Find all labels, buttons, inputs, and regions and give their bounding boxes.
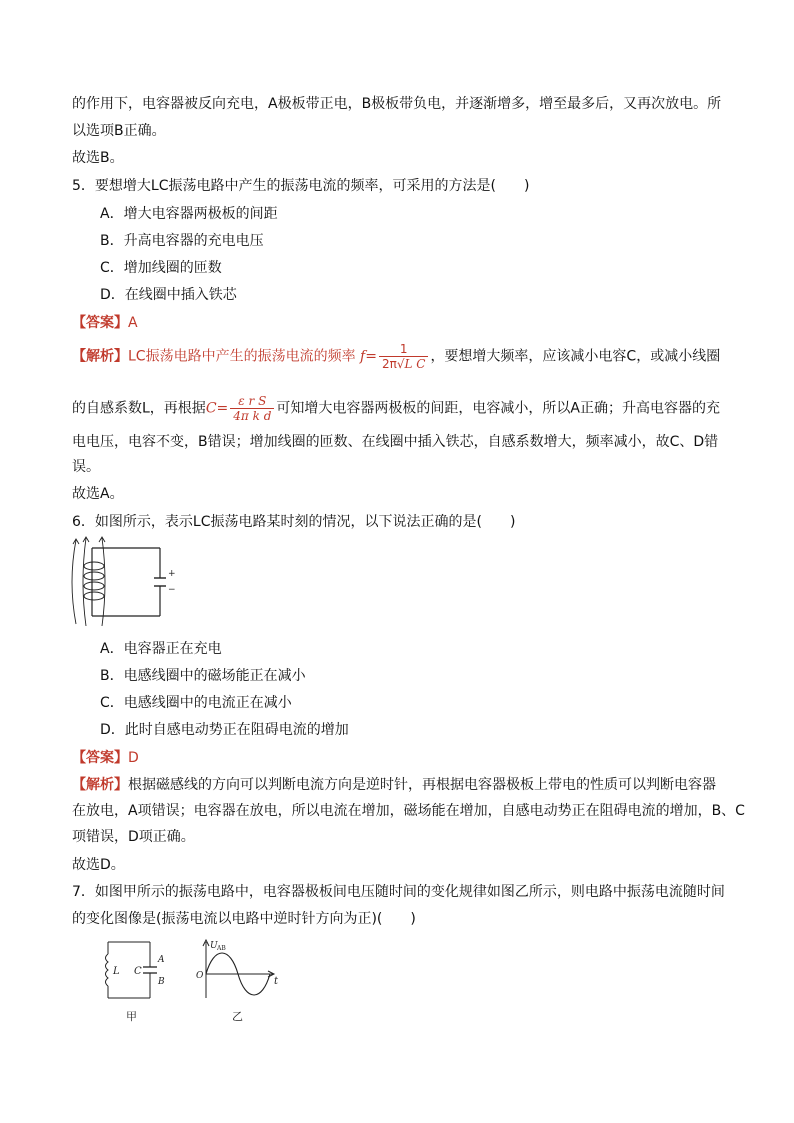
q7-stem-line1: 7．如图甲所示的振荡电路中，电容器极板间电压随时间的变化规律如图乙所示，则电路中振荡电流随时间: [72, 884, 725, 900]
frequency-fraction: $\frac{1}{\text{2π√L C}}$: [379, 342, 428, 371]
coil-turn: [84, 582, 104, 590]
q5-stem: 5．要想增大LC振荡电路中产生的振荡电流的频率，可采用的方法是( ): [72, 178, 530, 194]
q5-option-b: B．升高电容器的充电电压: [100, 233, 264, 249]
q5-option-c: C．增加线圈的匝数: [100, 260, 222, 276]
answer-value: D: [128, 750, 139, 766]
analysis-text: 可知增大电容器两极板的间距，电容减小，所以A正确；升高电容器的充: [276, 400, 720, 417]
analysis-text: ，要想增大频率，应该减小电容C，或减小线圈: [430, 348, 721, 365]
analysis-text: 根据磁感线的方向可以判断电流方向是逆时针，再根据电容器极板上带电的性质可以判断电容器: [128, 777, 716, 793]
q5-analysis-line2: [72, 394, 720, 423]
q6-stem: 6．如图所示，表示LC振荡电路某时刻的情况，以下说法正确的是( ): [72, 514, 516, 530]
figure-a-caption: 甲: [126, 1010, 137, 1023]
q6-option-c: C．电感线圈中的电流正在减小: [100, 695, 292, 711]
plate-a-label: A: [158, 955, 165, 965]
origin-label: O: [196, 971, 204, 981]
q4-analysis-line2: 以选项B正确。: [72, 123, 166, 139]
q6-answer: [72, 748, 139, 768]
plate-b-label: B: [158, 977, 165, 987]
q6-option-d: D．此时自感电动势正在阻碍电流的增加: [100, 722, 349, 738]
q7-stem-line2: 的变化图像是(振荡电流以电路中逆时针方向为正)( ): [72, 911, 416, 927]
fraction-numerator: ε r S: [230, 394, 274, 409]
field-line: [83, 538, 86, 626]
q5-option-a: A．增大电容器两极板的间距: [100, 206, 278, 222]
q5-analysis-line3: 电电压，电容不变，B错误；增加线圈的匝数、在线圈中插入铁芯，自感系数增大，频率减小，故C、D错: [72, 434, 719, 450]
figure-b-graph: [196, 940, 279, 1023]
analysis-text: 的自感系数L，再根据: [72, 400, 206, 417]
answer-tag: 【答案】: [72, 315, 128, 331]
figure-b-caption: 乙: [232, 1010, 243, 1023]
q5-pick: 故选A。: [72, 486, 124, 502]
q6-option-a: A．电容器正在充电: [100, 641, 222, 657]
capacitor-plus-sign: +: [168, 569, 176, 579]
q4-analysis-line1: 的作用下，电容器被反向充电，A极板带正电，B极板带负电，并逐渐增多，增至最多后，又再次放电。所: [72, 96, 722, 112]
coil-turn: [84, 562, 104, 570]
analysis-text: LC振荡电路中产生的振荡电流的频率: [128, 348, 356, 365]
q4-pick: 故选B。: [72, 150, 124, 166]
y-axis-label: U: [210, 941, 218, 951]
coil-turn: [84, 572, 104, 580]
frequency-formula-lhs: f=: [360, 348, 377, 365]
q5-analysis-line4: 误。: [72, 459, 100, 475]
q7-figures: [96, 936, 296, 1024]
analysis-tag: 【解析】: [72, 777, 128, 793]
figure-a-circuit: [106, 942, 166, 1023]
analysis-tag: 【解析】: [72, 348, 128, 365]
coil-turn: [84, 592, 104, 600]
q6-analysis-line2: 在放电，A项错误；电容器在放电，所以电流在增加，磁场能在增加，自感电动势正在阻碍电流的增加，B、C: [72, 803, 745, 819]
fraction-numerator: 1: [379, 342, 428, 357]
fraction-denominator-a: 2π: [381, 357, 397, 371]
q6-pick: 故选D。: [72, 857, 125, 873]
fraction-denominator: 4π k d: [233, 409, 272, 423]
q5-analysis-line1: [72, 342, 720, 371]
x-axis-label: t: [274, 976, 279, 987]
capacitance-formula-lhs: C=: [205, 400, 229, 417]
fraction-denominator-b: L C: [404, 357, 426, 371]
capacitor-label: C: [134, 966, 142, 977]
capacitance-fraction: [230, 394, 274, 423]
q6-analysis-line3: 项错误，D项正确。: [72, 829, 195, 845]
field-line: [102, 538, 105, 626]
answer-value: A: [128, 315, 138, 331]
q6-option-b: B．电感线圈中的磁场能正在减小: [100, 668, 306, 684]
inductor-label: L: [113, 966, 120, 977]
q5-answer: [72, 313, 138, 333]
inductor-coil: [106, 954, 109, 986]
field-line: [72, 540, 76, 624]
answer-tag: 【答案】: [72, 750, 128, 766]
y-axis-subscript: AB: [217, 945, 226, 952]
capacitor-minus-sign: −: [168, 585, 176, 595]
q5-option-d: D．在线圈中插入铁芯: [100, 287, 237, 303]
lc-circuit-figure: [62, 536, 176, 628]
q6-analysis-line1: [72, 775, 716, 795]
